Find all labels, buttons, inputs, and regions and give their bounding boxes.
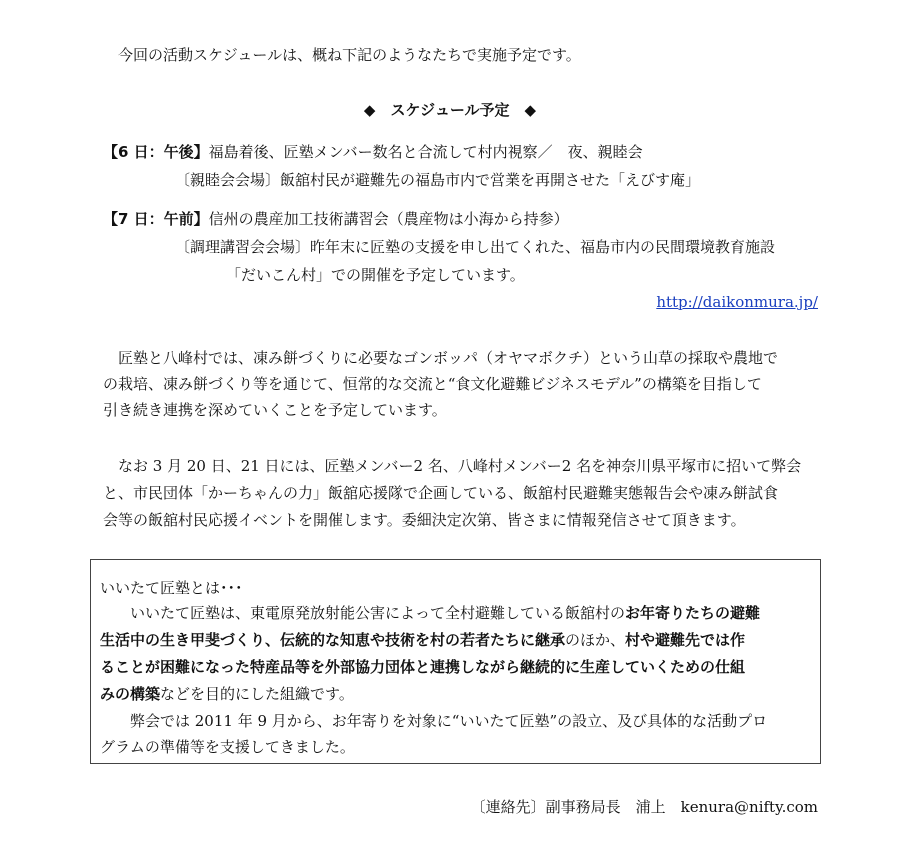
daikonmura-link-row [560,293,818,311]
para1-line3: 引き続き連携を深めていくことを予定しています。 [103,401,447,419]
about-line6: グラムの準備等を支援してきました。 [100,738,355,756]
day7-text: 信州の農産加工技術講習会（農産物は小海から持参） [208,210,569,228]
schedule-heading: ◆ スケジュール予定 ◆ [363,101,537,119]
about-line5: 弊会では 2011 年 9 月から、お年寄りを対象に“いいたて匠塾”の設立、及び具体的な活動プロ [130,712,768,730]
day7-venue-cont: 「だいこん村」での開催を予定しています。 [226,266,525,284]
para2-line2: と、市民団体「かーちゃんの力」飯舘応援隊で企画している、飯舘村民避難実態報告会や凍み餅試食 [103,484,779,502]
day7-line [103,210,569,228]
day6-label: 【6 日：午後】 [103,143,209,161]
day7-venue-text: 昨年末に匠塾の支援を申し出てくれた、福島市内の民間環境教育施設 [310,238,776,256]
about-line1-b: お年寄りたちの避難 [625,604,761,622]
day6-text: 福島着後、匠塾メンバー数名と合流して村内視察／ 夜、親睦会 [208,143,643,161]
daikonmura-link[interactable]: http://daikonmura.jp/ [656,293,818,311]
para1-line1: 匠塾と八峰村では、凍み餅づくりに必要なゴンボッパ（オヤマボクチ）という山草の採取や農地で [118,349,779,367]
about-title: いいたて匠塾とは･･･ [100,579,243,597]
day6-venue-text: 飯舘村民が避難先の福島市内で営業を再開させた「えびす庵」 [280,171,701,189]
day6-line [103,143,643,161]
about-line2-c: 村や避難先では作 [625,631,746,649]
day7-venue [175,238,775,256]
about-line4-a: みの構築 [100,685,161,703]
day6-venue-label: 〔親睦会会場〕 [175,171,281,189]
about-line1-a: いいたて匠塾は、東電原発放射能公害によって全村避難している飯舘村の [130,604,626,622]
day7-label: 【7 日：午前】 [103,210,209,228]
about-line2 [100,631,745,649]
para2-line3: 会等の飯舘村民応援イベントを開催します。委細決定次第、皆さまに情報発信させて頂きます。 [103,511,746,529]
para2-line1: なお 3 月 20 日、21 日には、匠塾メンバー2 名、八峰村メンバー2 名を神奈川県平塚市に招いて弊会 [118,457,802,475]
about-line2-a: 生活中の生き甲斐づくり、伝統的な知恵や技術を村の若者たちに継承 [100,631,566,649]
para1-line2: の栽培、凍み餅づくり等を通じて、恒常的な交流と“食文化避難ビジネスモデル”の構築を目指して [103,375,762,393]
about-line4-b: などを目的にした組織です。 [160,685,354,703]
about-line1 [130,604,760,622]
day7-venue-label: 〔調理講習会会場〕 [175,238,311,256]
about-line2-b: のほか、 [565,631,626,649]
about-line3: ることが困難になった特産品等を外部協力団体と連携しながら継続的に生産していくための仕組 [100,658,746,676]
contact-line: 〔連絡先〕副事務局長 浦上 kenura@nifty.com [470,798,818,816]
about-line4 [100,685,354,703]
intro-text: 今回の活動スケジュールは、概ね下記のようなたちで実施予定です。 [118,46,581,64]
day6-venue [175,171,700,189]
